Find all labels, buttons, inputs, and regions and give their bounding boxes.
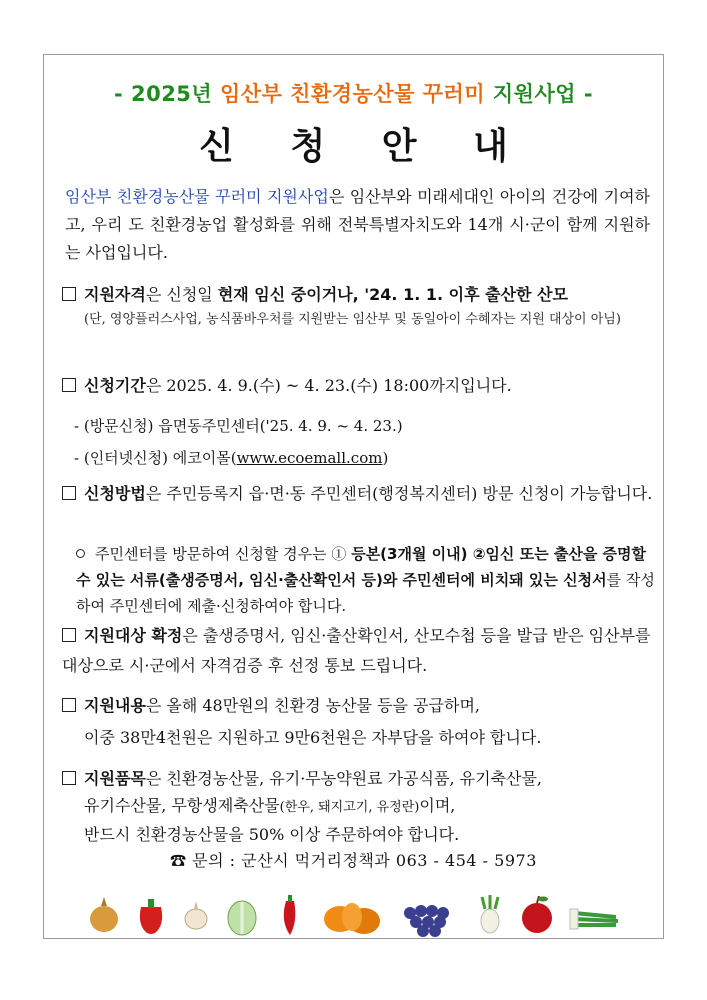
section-items: 지원품목은 친환경농산물, 유기·무농약원료 가공식품, 유기축산물, 유기수산물, 무항생제축산물(한우, 돼지고기, 유정란)이며, 반드시 친환경농산물을 50% 이상 주문하여야 합니다. [62, 765, 654, 848]
program-title: - 2025년 임산부 친환경농산물 꾸러미 지원사업 - [113, 82, 594, 106]
red-pepper-icon [140, 899, 162, 934]
ecoemall-link[interactable]: www.ecoemall.com [236, 449, 383, 467]
period-visit: - (방문신청) 읍면동주민센터('25. 4. 9. ~ 4. 23.) [74, 417, 403, 435]
section-eligibility: 지원자격은 신청일 현재 임신 중이거나, '24. 1. 1. 이후 출산한 산모 (단, 영양플러스사업, 농식품바우처를 지원받는 임산부 및 동일아이 수혜자는 지원 대상이 아님) [62, 281, 654, 332]
intro-highlight: 임산부 친환경농산물 꾸러미 지원사업 [65, 187, 329, 206]
section-period: 신청기간은 2025. 4. 9.(수) ~ 4. 23.(수) 18:00까지입니다. [62, 372, 654, 399]
cabbage-icon [228, 901, 256, 935]
checkbox-icon [62, 628, 76, 642]
checkbox-icon [62, 287, 76, 301]
vegetable-row [0, 895, 707, 940]
checkbox-icon [62, 771, 76, 785]
checkbox-icon [62, 378, 76, 392]
radish-icon [481, 895, 499, 933]
intro-paragraph: 임산부 친환경농산물 꾸러미 지원사업은 임산부와 미래세대인 아이의 건강에 기여하고, 우리 도 친환경농업 활성화를 위해 전북특별자치도와 14개 시·군이 함께 지원하는 사업입니다. [65, 187, 650, 262]
period-online: - (인터넷신청) 에코이몰(www.ecoemall.com) [74, 449, 389, 467]
circle-bullet-icon [76, 549, 85, 558]
section-content: 지원내용은 올해 48만원의 친환경 농산물 등을 공급하며, 이중 38만4천원은 지원하고 9만6천원은 자부담을 하여야 합니다. [62, 690, 654, 754]
onion-icon [90, 897, 118, 932]
section-method: 신청방법은 주민등록지 읍·면·동 주민센터(행정복지센터) 방문 신청이 가능합니다. [62, 480, 654, 507]
grapes-icon [404, 905, 449, 937]
method-detail: 주민센터를 방문하여 신청할 경우는 ① 등본(3개월 이내) ②임신 또는 출산을 증명할 수 있는 서류(출생증명서, 임신·출산확인서 등)와 주민센터에 비치돼 있는 신청서를 작성하여 주민센터에 제출·신청하여야 합니다. [76, 545, 655, 615]
chili-icon [284, 895, 296, 935]
garlic-icon [185, 901, 207, 929]
green-onion-icon [570, 909, 618, 929]
page-title: 신 청 안 내 [199, 126, 530, 167]
eligibility-note: (단, 영양플러스사업, 농식품바우처를 지원받는 임산부 및 동일아이 수혜자는 지원 대상이 아님) [84, 312, 621, 327]
section-target: 지원대상 확정은 출생증명서, 임신·출산확인서, 산모수첩 등을 발급 받은 임산부를 대상으로 시·군에서 자격검증 후 선정 통보 드립니다. [62, 626, 651, 675]
pumpkin-icon [324, 903, 380, 934]
checkbox-icon [62, 486, 76, 500]
apple-icon [522, 896, 552, 933]
checkbox-icon [62, 698, 76, 712]
contact-info: ☎ 문의 : 군산시 먹거리정책과 063 - 454 - 5973 [170, 851, 537, 870]
